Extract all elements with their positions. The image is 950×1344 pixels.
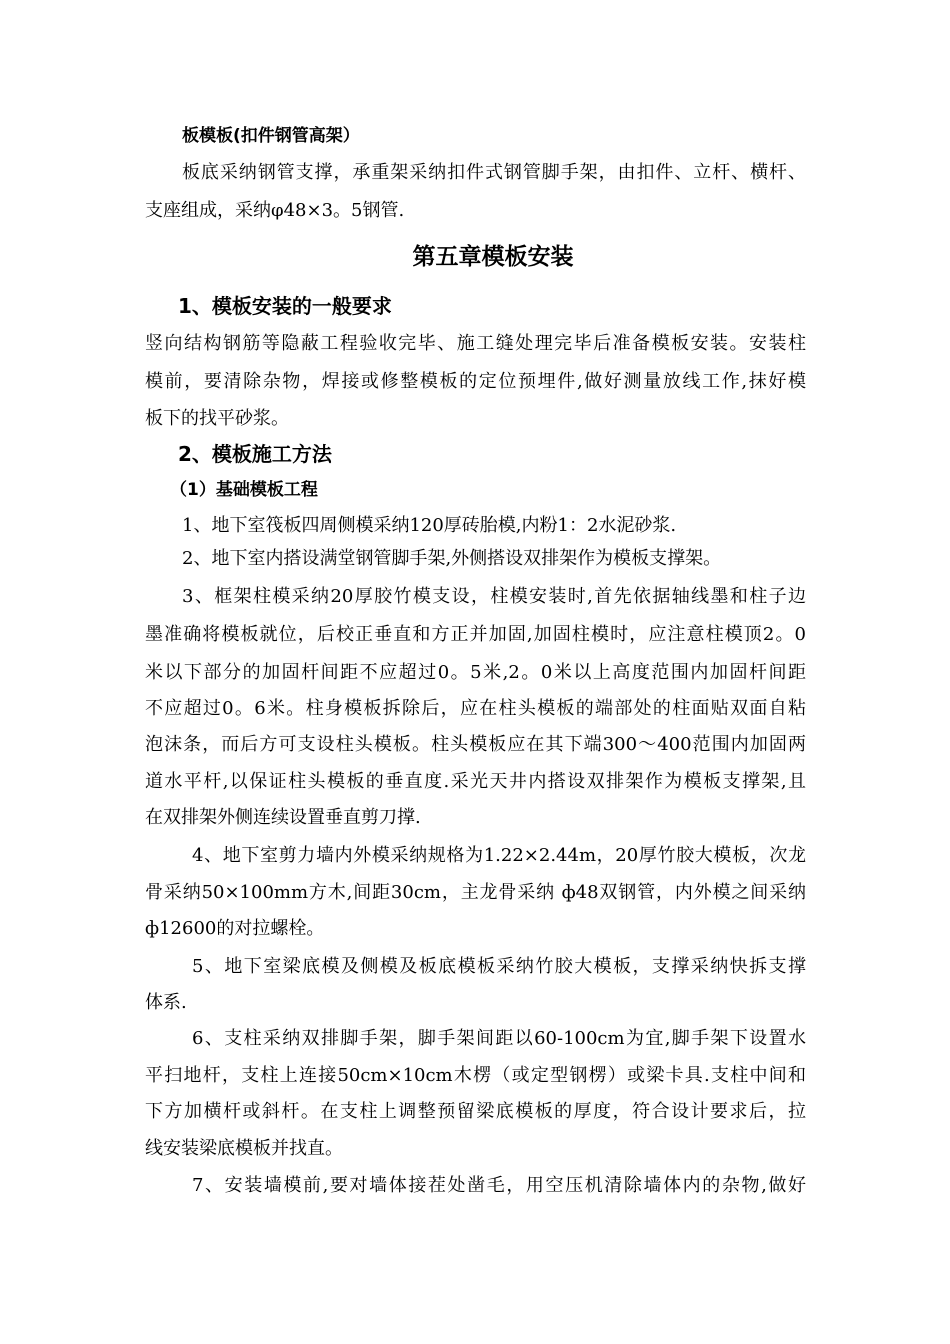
paragraph-line: 模前，要清除杂物，焊接或修整模板的定位预埋件,做好测量放线工作,抹好模 <box>145 371 806 392</box>
paragraph-line: 支座组成，采纳φ48×3。5钢管. <box>145 200 405 221</box>
section-title-construction-method: 2、模板施工方法 <box>178 442 332 466</box>
list-item-3-line: 3、框架柱模采纳20厚胶竹模支设，柱模安装时,首先依据轴线墨和柱子边 <box>182 586 806 607</box>
list-item-4-line: 4、地下室剪力墙内外模采纳规格为1.22×2.44m，20厚竹胶大模板，次龙 <box>192 845 806 866</box>
list-item-4-line: ф12600的对拉螺栓。 <box>145 918 325 939</box>
list-item-6-line: 下方加横杆或斜杆。在支柱上调整预留梁底模板的厚度，符合设计要求后，拉 <box>145 1101 806 1122</box>
paragraph-line: 竖向结构钢筋等隐蔽工程验收完毕、施工缝处理完毕后准备模板安装。安装柱 <box>145 333 806 354</box>
list-item-3-line: 不应超过0。6米。柱身模板拆除后，应在柱头模板的端部处的柱面贴双面自粘 <box>145 698 806 719</box>
list-item-3-line: 泡沫条，而后方可支设柱头模板。柱头模板应在其下端300～400范围内加固两 <box>145 734 806 755</box>
list-item-4-line: 骨采纳50×100mm方木,间距30cm，主龙骨采纳 ф48双钢管，内外模之间采纳 <box>145 882 806 903</box>
list-item-6-line: 线安装梁底模板并找直。 <box>145 1138 343 1159</box>
list-item-3-line: 道水平杆,以保证柱头模板的垂直度.采光天井内搭设双排架作为模板支撑架,且 <box>145 771 806 792</box>
list-item-3-line: 米以下部分的加固杆间距不应超过0。5米,2。0米以上高度范围内加固杆间距 <box>145 662 806 683</box>
subheading-slab-formwork: 板模板(扣件钢管高架） <box>182 126 360 146</box>
section-title-general-requirements: 1、模板安装的一般要求 <box>178 294 392 318</box>
list-item-3-line: 墨准确将模板就位，后校正垂直和方正并加固,加固柱模时，应注意柱模顶2。0 <box>145 624 806 645</box>
list-item-3-line: 在双排架外侧连续设置垂直剪刀撑. <box>145 807 421 828</box>
paragraph-line: 板底采纳钢管支撑，承重架采纳扣件式钢管脚手架，由扣件、立杆、横杆、 <box>182 162 806 183</box>
list-item-7-line: 7、安装墙模前,要对墙体接茬处凿毛，用空压机清除墙体内的杂物,做好 <box>192 1175 806 1196</box>
list-item-1: 1、地下室筏板四周侧模采纳120厚砖胎模,内粉1：2水泥砂浆. <box>182 515 677 536</box>
list-item-5-line: 5、地下室梁底模及侧模及板底模板采纳竹胶大模板，支撑采纳快拆支撑 <box>192 956 806 977</box>
list-item-5-line: 体系. <box>145 992 187 1013</box>
chapter-title: 第五章模板安装 <box>412 244 574 270</box>
paragraph-line: 板下的找平砂浆。 <box>145 408 289 429</box>
list-item-2: 2、地下室内搭设满堂钢管脚手架,外侧搭设双排架作为模板支撑架。 <box>182 548 722 569</box>
list-item-6-line: 平扫地杆，支柱上连接50cm×10cm木楞（或定型钢楞）或梁卡具.支柱中间和 <box>145 1065 806 1086</box>
subsection-title-foundation-formwork: （1）基础模板工程 <box>170 480 318 500</box>
list-item-6-line: 6、支柱采纳双排脚手架，脚手架间距以60-100cm为宜,脚手架下设置水 <box>192 1028 806 1049</box>
